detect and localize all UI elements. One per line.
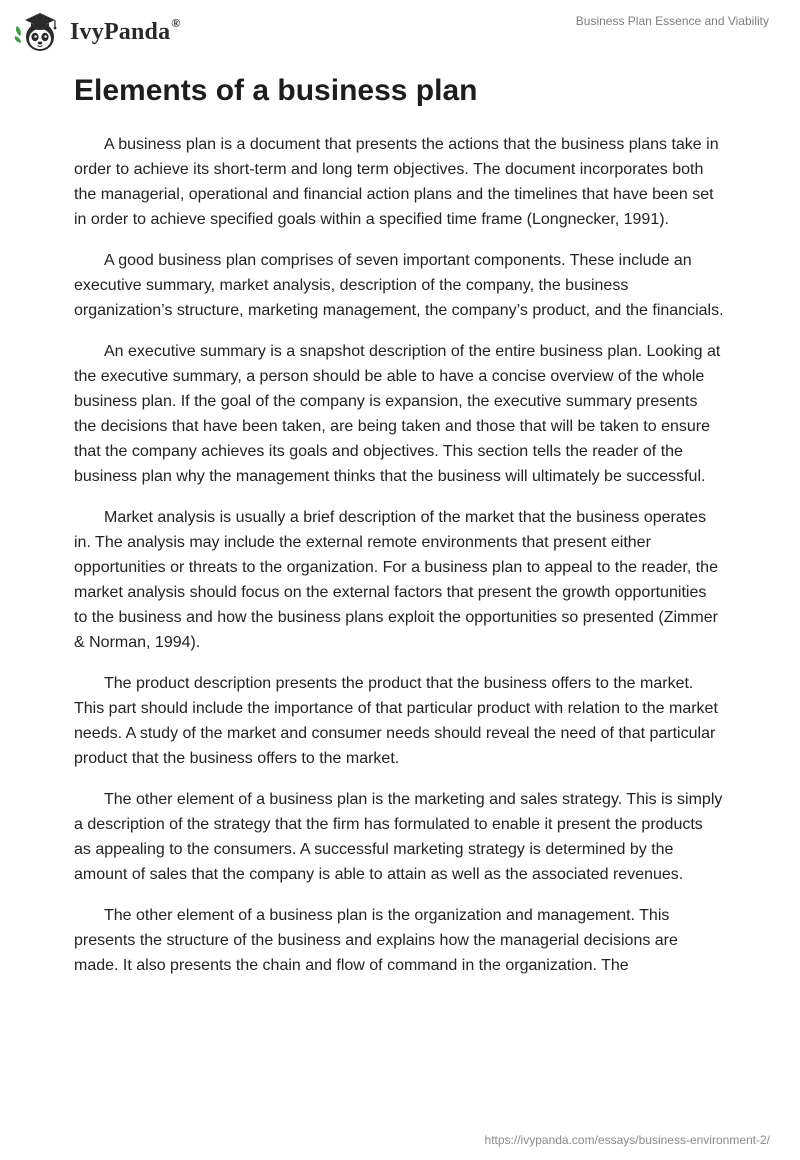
- page-title: Elements of a business plan: [74, 74, 478, 107]
- paragraph: The product description presents the product that the business offers to the market. This part should include the importance of that particular product with relation to the market needs. A study of the market and consumer needs should reveal the need of that particular product that the business offers to the market.: [74, 675, 718, 767]
- brand-name-text: IvyPanda: [70, 18, 171, 45]
- article-content: [74, 74, 724, 994]
- paragraph: The other element of a business plan is the marketing and sales strategy. This is simply a description of the strategy that the firm has formulated to enable it present the products as appealing to the consumers. A successful marketing strategy is determined by the amount of sales that the company is able to attain as well as the associated revenues.: [74, 791, 723, 883]
- paragraph: A good business plan comprises of seven important components. These include an executive summary, market analysis, description of the company, the business organization’s structure, marketing management, the company’s product, and the financials.: [74, 252, 724, 319]
- paragraph: A business plan is a document that presents the actions that the business plans take in order to achieve its short-term and long term objectives. The document incorporates both the managerial, operational and financial action plans and the timelines that have been set in order to achieve specified goals within a specified time frame (Longnecker, 1991).: [74, 136, 719, 228]
- paragraph: An executive summary is a snapshot description of the entire business plan. Looking at the executive summary, a person should be able to have a concise overview of the whole business plan. If the goal of the company is expansion, the executive summary presents the decisions that have been taken, are being taken and those that will be taken to ensure that the company achieves its goals and objectives. This section tells the reader of the business plan why the management thinks that the business will ultimately be successful.: [74, 343, 721, 485]
- page-header: [0, 0, 800, 60]
- paragraph: Market analysis is usually a brief description of the market that the business operates in. The analysis may include the external remote environments that present either opportunities or threats to the organization. For a business plan to appeal to the reader, the market analysis should focus on the external factors that present the growth opportunities to the business and how the business plans exploit the opportunities so presented (Zimmer & Norman, 1994).: [74, 509, 718, 651]
- panda-graduation-cap-icon: [14, 8, 64, 54]
- brand-name: [70, 15, 181, 46]
- registered-mark: ®: [171, 15, 181, 30]
- source-url-link[interactable]: https://ivypanda.com/essays/business-environment-2/: [484, 1133, 770, 1147]
- paragraph: The other element of a business plan is the organization and management. This presents the structure of the business and explains how the managerial decisions are made. It also presents the chain and flow of command in the organization. The: [74, 907, 678, 974]
- ivypanda-logo[interactable]: [14, 8, 180, 54]
- running-title: Business Plan Essence and Viability: [575, 14, 769, 28]
